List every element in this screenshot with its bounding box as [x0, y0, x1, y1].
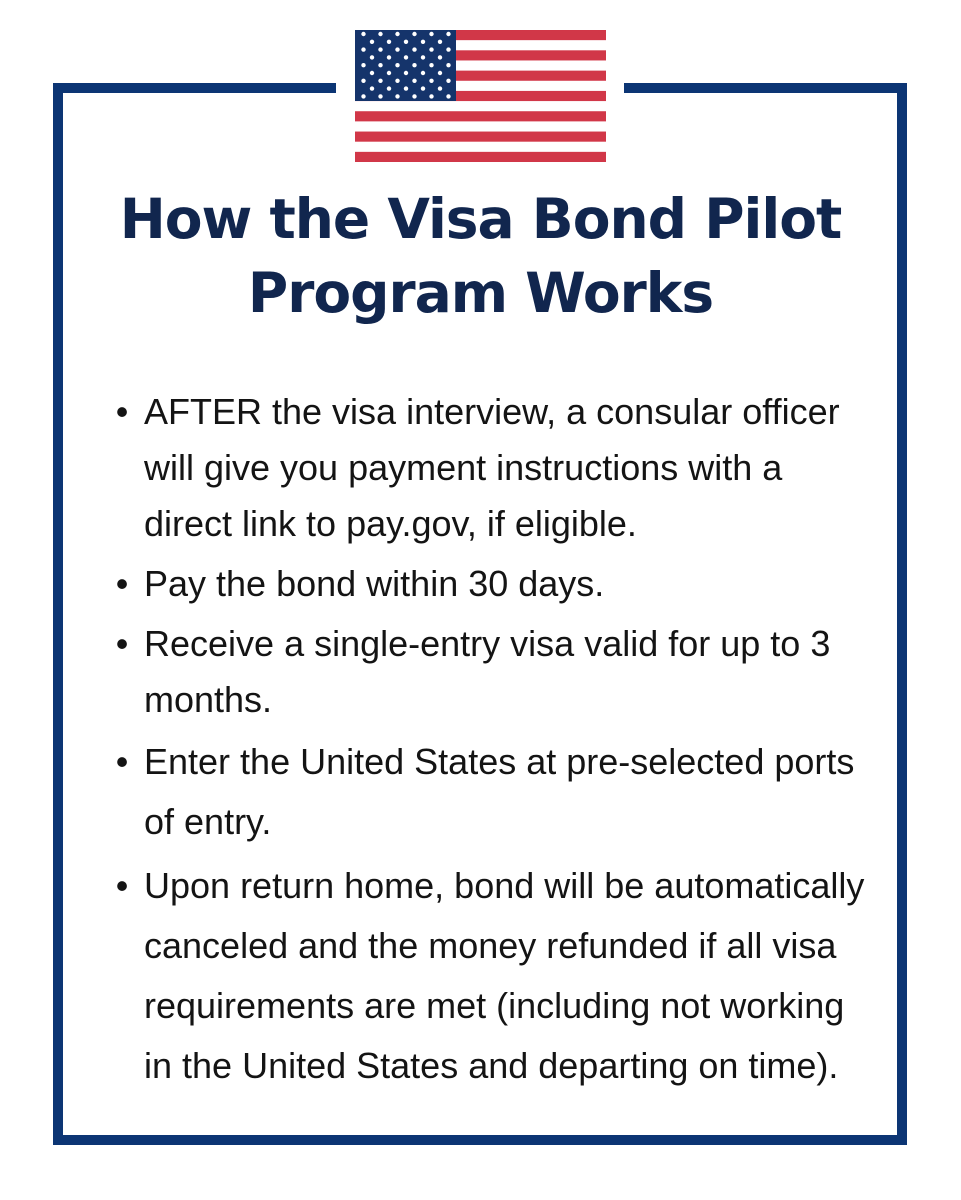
- flag-star: [412, 47, 416, 51]
- flag-star: [438, 86, 442, 90]
- page-title: [60, 182, 901, 330]
- flag-star: [387, 86, 391, 90]
- step-line: months.: [144, 679, 273, 720]
- flag-star: [446, 94, 450, 98]
- us-flag-icon: [355, 30, 606, 162]
- step-line: canceled and the money refunded if all visa: [144, 925, 837, 966]
- flag-red-stripe: [355, 111, 606, 121]
- flag-star: [395, 32, 399, 36]
- flag-star: [370, 40, 374, 44]
- step-line: in the United States and departing on time).: [144, 1045, 839, 1086]
- flag-star: [387, 55, 391, 59]
- flag-star: [438, 40, 442, 44]
- flag-star: [429, 94, 433, 98]
- flag-star: [395, 94, 399, 98]
- flag-star: [438, 71, 442, 75]
- step-line: Enter the United States at pre-selected ports: [144, 741, 855, 782]
- flag-star: [361, 63, 365, 67]
- step-line: direct link to pay.gov, if eligible.: [144, 503, 637, 544]
- flag-star: [404, 86, 408, 90]
- flag-star: [421, 71, 425, 75]
- step-item-after-interview: [115, 384, 904, 552]
- flag-star: [395, 63, 399, 67]
- step-line: will give you payment instructions with a: [144, 447, 783, 488]
- step-item-return-home: [115, 856, 904, 1096]
- flag-star: [378, 47, 382, 51]
- flag-star: [421, 55, 425, 59]
- flag-star: [429, 47, 433, 51]
- flag-star: [387, 40, 391, 44]
- flag-star: [404, 40, 408, 44]
- flag-star: [412, 63, 416, 67]
- flag-star: [378, 32, 382, 36]
- flag-star: [421, 40, 425, 44]
- flag-star: [378, 63, 382, 67]
- flag-star: [404, 71, 408, 75]
- flag-star: [395, 79, 399, 83]
- title-line-1: How the Visa Bond Pilot: [119, 187, 842, 251]
- flag-red-stripe: [355, 132, 606, 142]
- flag-star: [387, 71, 391, 75]
- title-line-2: Program Works: [247, 261, 714, 325]
- flag-star: [412, 32, 416, 36]
- flag-star: [361, 32, 365, 36]
- flag-star: [378, 94, 382, 98]
- bullet-icon: •: [115, 623, 129, 664]
- bullet-icon: •: [115, 391, 129, 432]
- flag-star: [361, 94, 365, 98]
- flag-star: [378, 79, 382, 83]
- bullet-icon: •: [115, 741, 129, 782]
- flag-star: [370, 86, 374, 90]
- step-line: AFTER the visa interview, a consular officer: [144, 391, 840, 432]
- flag-red-stripe: [355, 152, 606, 162]
- bullet-icon: •: [115, 563, 129, 604]
- flag-star: [421, 86, 425, 90]
- step-line: of entry.: [144, 801, 272, 842]
- flag-star: [438, 55, 442, 59]
- flag-star: [370, 55, 374, 59]
- flag-star: [429, 32, 433, 36]
- step-line: Upon return home, bond will be automatically: [144, 865, 865, 906]
- flag-star: [404, 55, 408, 59]
- flag-star: [446, 47, 450, 51]
- flag-star: [429, 63, 433, 67]
- step-line: Receive a single-entry visa valid for up to 3: [144, 623, 831, 664]
- flag-star: [361, 47, 365, 51]
- bullet-icon: •: [115, 865, 129, 906]
- flag-star: [412, 79, 416, 83]
- flag-star: [361, 79, 365, 83]
- step-line: Pay the bond within 30 days.: [144, 563, 605, 604]
- step-line: requirements are met (including not working: [144, 985, 845, 1026]
- step-item-pay-bond: [115, 556, 904, 612]
- step-item-enter-us: [115, 732, 904, 852]
- flag-star: [446, 79, 450, 83]
- step-item-receive-visa: [115, 616, 904, 728]
- flag-star: [429, 79, 433, 83]
- flag-star: [395, 47, 399, 51]
- flag-star: [446, 63, 450, 67]
- flag-star: [446, 32, 450, 36]
- us-flag-graphic: [355, 30, 606, 162]
- flag-star: [412, 94, 416, 98]
- flag-star: [370, 71, 374, 75]
- steps-list: [115, 384, 904, 1100]
